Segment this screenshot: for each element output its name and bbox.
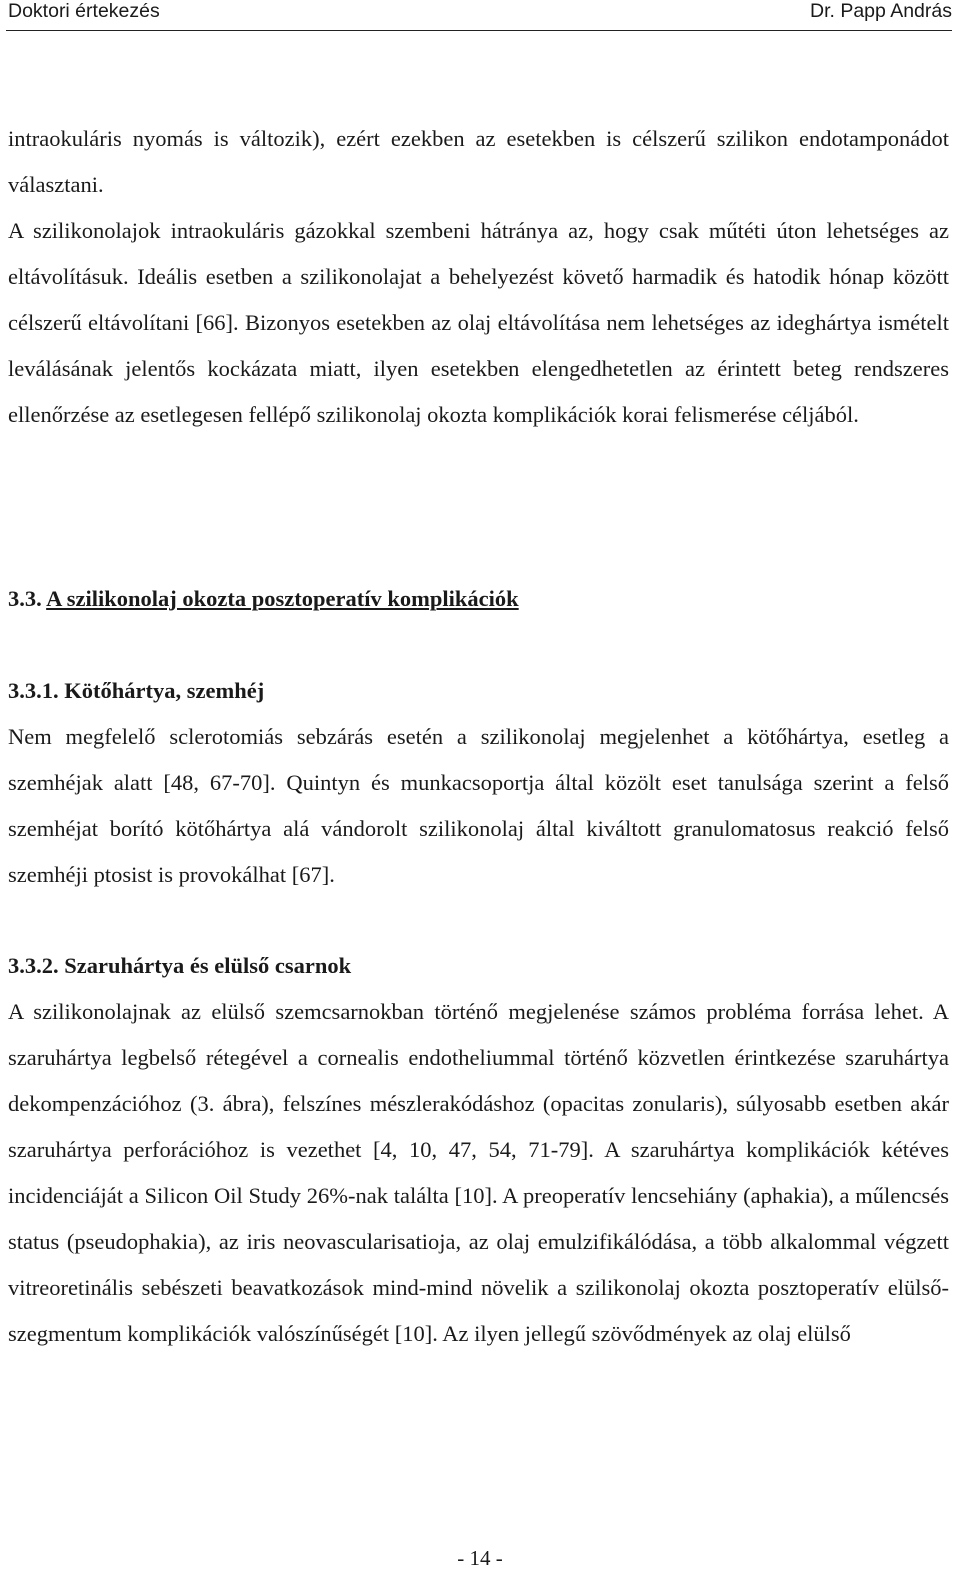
section-number: 3.3. <box>8 586 42 611</box>
section-heading <box>8 576 519 622</box>
paragraph-text: intraokuláris nyomás is változik), ezért ezekben az esetekben is célszerű szilikon endotamponádot választani. <box>8 126 949 197</box>
paragraph-1 <box>8 116 949 208</box>
paragraph-4 <box>8 989 949 1357</box>
subsection-heading-2: 3.3.2. Szaruhártya és elülső csarnok <box>8 953 352 978</box>
running-header <box>6 0 952 31</box>
header-left-title: Doktori értekezés <box>8 0 160 22</box>
paragraph-text: A szilikonolajok intraokuláris gázokkal szembeni hátránya az, hogy csak műtéti úton lehetséges az eltávolításuk. Ideális esetben a szilikonolajat a behelyezést követő harmadik és hatodik hónap között célszerű eltávolítani [66]. Bizonyos esetekben az olaj eltávolítása nem lehetséges az ideghártya ismételt leválásának jelentős kockázata miatt, ilyen esetekben elengedhetetlen az érintett beteg rendszeres ellenőrzése az esetlegesen fellépő szilikonolaj okozta komplikációk korai felismerése céljából. <box>8 218 949 427</box>
header-author: Dr. Papp András <box>809 0 952 22</box>
paragraph-2 <box>8 208 949 438</box>
paragraph-text: Nem megfelelő sclerotomiás sebzárás esetén a szilikonolaj megjelenhet a kötőhártya, esetleg a szemhéjak alatt [48, 67-70]. Quintyn és munkacsoportja által közölt eset tanulsága szerint a felső szemhéjat borító kötőhártya alá vándorolt szilikonolaj által kiváltott granulomatosus reakció felső szemhéji ptosist is provokálhat [67]. <box>8 724 949 887</box>
subsection-heading-1: 3.3.1. Kötőhártya, szemhéj <box>8 678 265 703</box>
paragraph-text: A szilikonolajnak az elülső szemcsarnokban történő megjelenése számos probléma forrása lehet. A szaruhártya legbelső rétegével a cornealis endotheliummal történő közvetlen érintkezése szaruhártya dekompenzációhoz (3. ábra), felszínes mészlerakódáshoz (opacitas zonularis), súlyosabb esetben akár szaruhártya perforációhoz is vezethet [4, 10, 47, 54, 71-79]. A szaruhártya komplikációk kétéves incidenciáját a Silicon Oil Study 26%-nak találta [10]. A preoperatív lencsehiány (aphakia), a műlencsés status (pseudophakia), az iris neovascularisatioja, az olaj emulzifikálódása, a több alkalommal végzett vitreoretinális sebészeti beavatkozások mind-mind növelik a szilikonolaj okozta posztoperatív elülső-szegmentum komplikációk valószínűségét [10]. Az ilyen jellegű szövődmények az olaj elülső <box>8 999 949 1346</box>
section-title: A szilikonolaj okozta posztoperatív komplikációk <box>46 586 519 611</box>
paragraph-3 <box>8 714 949 898</box>
page-number: - 14 - <box>457 1546 503 1570</box>
